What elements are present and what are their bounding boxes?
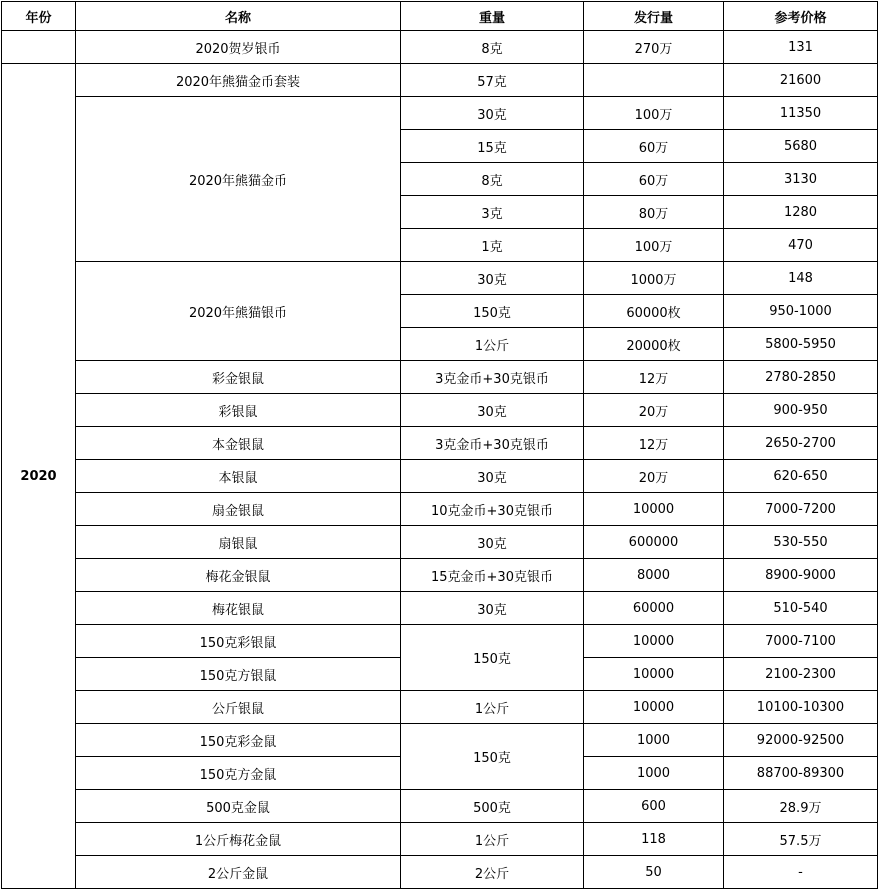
price-cell: 3130 [724, 163, 878, 196]
weight-cell: 500克 [401, 790, 584, 823]
issue-cell: 60000 [584, 592, 724, 625]
name-cell: 150克彩金鼠 [76, 724, 401, 757]
table-row [2, 97, 878, 130]
weight-cell: 57克 [401, 64, 584, 97]
weight-cell: 30克 [401, 97, 584, 130]
name-cell: 2020年熊猫银币 [76, 262, 401, 361]
price-cell: 2780-2850 [724, 361, 878, 394]
issue-cell: 20万 [584, 460, 724, 493]
price-cell: 510-540 [724, 592, 878, 625]
price-cell: 5680 [724, 130, 878, 163]
issue-cell: 50 [584, 856, 724, 889]
table-row [2, 361, 878, 394]
price-cell: 2650-2700 [724, 427, 878, 460]
price-cell: 2100-2300 [724, 658, 878, 691]
coin-price-table [1, 1, 878, 889]
table-row [2, 64, 878, 97]
name-cell: 本银鼠 [76, 460, 401, 493]
price-cell: 57.5万 [724, 823, 878, 856]
price-cell: 88700-89300 [724, 757, 878, 790]
table-row [2, 526, 878, 559]
name-cell: 彩银鼠 [76, 394, 401, 427]
name-cell: 梅花银鼠 [76, 592, 401, 625]
table-row [2, 31, 878, 64]
year-cell: 2020 [2, 64, 76, 889]
issue-cell: 60万 [584, 163, 724, 196]
name-cell: 扇金银鼠 [76, 493, 401, 526]
issue-cell: 60000枚 [584, 295, 724, 328]
weight-cell: 2公斤 [401, 856, 584, 889]
header-issue: 发行量 [584, 2, 724, 31]
table-row [2, 823, 878, 856]
name-cell: 150克彩银鼠 [76, 625, 401, 658]
price-cell: 950-1000 [724, 295, 878, 328]
price-cell: 530-550 [724, 526, 878, 559]
issue-cell: 270万 [584, 31, 724, 64]
price-cell: 470 [724, 229, 878, 262]
price-cell: 620-650 [724, 460, 878, 493]
price-cell: 28.9万 [724, 790, 878, 823]
name-cell: 150克方银鼠 [76, 658, 401, 691]
table-row [2, 427, 878, 460]
issue-cell: 80万 [584, 196, 724, 229]
issue-cell: 100万 [584, 97, 724, 130]
weight-cell: 1克 [401, 229, 584, 262]
issue-cell: 20万 [584, 394, 724, 427]
table-row [2, 691, 878, 724]
name-cell: 本金银鼠 [76, 427, 401, 460]
weight-cell: 8克 [401, 163, 584, 196]
name-cell: 2020贺岁银币 [76, 31, 401, 64]
price-cell: 8900-9000 [724, 559, 878, 592]
table-row [2, 262, 878, 295]
price-cell: 7000-7100 [724, 625, 878, 658]
issue-cell: 600 [584, 790, 724, 823]
issue-cell: 20000枚 [584, 328, 724, 361]
weight-cell: 150克 [401, 625, 584, 691]
price-cell: 5800-5950 [724, 328, 878, 361]
weight-cell: 15克金币+30克银币 [401, 559, 584, 592]
issue-cell: 1000万 [584, 262, 724, 295]
header-row [2, 2, 878, 31]
header-weight: 重量 [401, 2, 584, 31]
table-row [2, 559, 878, 592]
issue-cell: 10000 [584, 493, 724, 526]
issue-cell: 60万 [584, 130, 724, 163]
issue-cell: 12万 [584, 427, 724, 460]
issue-cell: 100万 [584, 229, 724, 262]
issue-cell: 10000 [584, 658, 724, 691]
name-cell: 1公斤梅花金鼠 [76, 823, 401, 856]
issue-cell: 8000 [584, 559, 724, 592]
price-cell: 92000-92500 [724, 724, 878, 757]
header-year: 年份 [2, 2, 76, 31]
issue-cell: 10000 [584, 625, 724, 658]
header-name: 名称 [76, 2, 401, 31]
weight-cell: 30克 [401, 460, 584, 493]
weight-cell: 3克 [401, 196, 584, 229]
weight-cell: 1公斤 [401, 691, 584, 724]
price-cell: 10100-10300 [724, 691, 878, 724]
issue-cell: 1000 [584, 724, 724, 757]
price-cell: 148 [724, 262, 878, 295]
weight-cell: 30克 [401, 394, 584, 427]
weight-cell: 10克金币+30克银币 [401, 493, 584, 526]
weight-cell: 150克 [401, 295, 584, 328]
name-cell: 2公斤金鼠 [76, 856, 401, 889]
issue-cell: 118 [584, 823, 724, 856]
issue-cell: 12万 [584, 361, 724, 394]
weight-cell: 30克 [401, 592, 584, 625]
name-cell: 2020年熊猫金币 [76, 97, 401, 262]
price-cell: 900-950 [724, 394, 878, 427]
name-cell: 扇银鼠 [76, 526, 401, 559]
table-row [2, 394, 878, 427]
price-cell: 131 [724, 31, 878, 64]
weight-cell: 3克金币+30克银币 [401, 361, 584, 394]
name-cell: 150克方金鼠 [76, 757, 401, 790]
price-cell: 11350 [724, 97, 878, 130]
price-cell: 21600 [724, 64, 878, 97]
table-row [2, 625, 878, 658]
weight-cell: 30克 [401, 526, 584, 559]
table-row [2, 460, 878, 493]
price-cell: 1280 [724, 196, 878, 229]
issue-cell: 600000 [584, 526, 724, 559]
name-cell: 梅花金银鼠 [76, 559, 401, 592]
issue-cell [584, 64, 724, 97]
issue-cell: 10000 [584, 691, 724, 724]
table-row [2, 592, 878, 625]
weight-cell: 15克 [401, 130, 584, 163]
issue-cell: 1000 [584, 757, 724, 790]
table-row [2, 493, 878, 526]
weight-cell: 1公斤 [401, 823, 584, 856]
header-price: 参考价格 [724, 2, 878, 31]
weight-cell: 30克 [401, 262, 584, 295]
name-cell: 公斤银鼠 [76, 691, 401, 724]
name-cell: 2020年熊猫金币套装 [76, 64, 401, 97]
price-cell: 7000-7200 [724, 493, 878, 526]
name-cell: 500克金鼠 [76, 790, 401, 823]
weight-cell: 150克 [401, 724, 584, 790]
name-cell: 彩金银鼠 [76, 361, 401, 394]
year-cell-empty [2, 31, 76, 64]
weight-cell: 3克金币+30克银币 [401, 427, 584, 460]
price-cell: - [724, 856, 878, 889]
weight-cell: 1公斤 [401, 328, 584, 361]
table-row [2, 724, 878, 757]
weight-cell: 8克 [401, 31, 584, 64]
table-row [2, 790, 878, 823]
